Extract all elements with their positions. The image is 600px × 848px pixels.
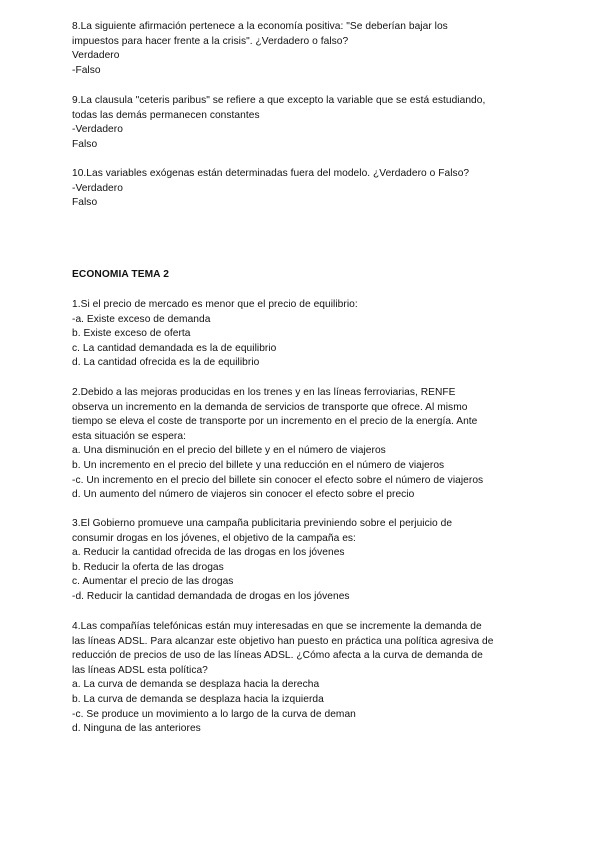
- question-text-line: 3.El Gobierno promueve una campaña publicitaria previniendo sobre el perjuicio de: [72, 518, 453, 529]
- answer-option: Falso: [72, 197, 98, 209]
- answer-option: -c. Se produce un movimiento a lo largo de la curva de deman: [72, 708, 356, 720]
- question-text-line: 4.Las compañías telefónicas están muy interesadas en que se incremente la demanda de: [72, 621, 482, 632]
- tema2-question-2: [72, 386, 532, 503]
- question-text-line: observa un incremento en la demanda de servicios de transporte que ofrece. Al mismo: [72, 401, 468, 413]
- question-text-line: 9.La clausula "ceteris paribus" se refiere a que excepto la variable que se está estudiando,: [72, 95, 486, 106]
- question-text-line: 10.Las variables exógenas están determinadas fuera del modelo. ¿Verdadero o Falso?: [72, 168, 470, 179]
- answer-option: b. La curva de demanda se desplaza hacia la izquierda: [72, 693, 324, 705]
- question-text-line: las líneas ADSL. Para alcanzar este objetivo han puesto en práctica una política agresiva de: [72, 635, 494, 647]
- answer-option: a. Una disminución en el precio del billete y en el número de viajeros: [72, 445, 386, 457]
- answer-option: d. La cantidad ofrecida es la de equilibrio: [72, 357, 260, 369]
- tema2-question-3: [72, 517, 532, 605]
- answer-option: -d. Reducir la cantidad demandada de drogas en los jóvenes: [72, 590, 350, 602]
- question-text-line: consumir drogas en los jóvenes, el objetivo de la campaña es:: [72, 532, 356, 544]
- answer-option: d. Ninguna de las anteriores: [72, 723, 201, 735]
- answer-option: c. Aumentar el precio de las drogas: [72, 576, 234, 588]
- question-text-line: tiempo se eleva el coste de transporte por un incremento en el precio de la energía. Ante: [72, 416, 478, 428]
- question-text-line: todas las demás permanecen constantes: [72, 109, 260, 121]
- answer-option: Falso: [72, 138, 98, 150]
- answer-option: b. Reducir la oferta de las drogas: [72, 561, 224, 573]
- answer-option: -Verdadero: [72, 182, 123, 194]
- question-text-line: reducción de precios de uso de las líneas ADSL. ¿Cómo afecta a la curva de demanda de: [72, 650, 483, 662]
- question-10: [72, 167, 532, 211]
- section-heading: ECONOMIA TEMA 2: [72, 269, 169, 280]
- answer-option: a. La curva de demanda se desplaza hacia la derecha: [72, 679, 320, 691]
- answer-option: d. Un aumento del número de viajeros sin conocer el efecto sobre el precio: [72, 489, 415, 501]
- tema2-question-1: [72, 298, 532, 371]
- answer-option: -c. Un incremento en el precio del billete sin conocer el efecto sobre el número de viajeros: [72, 474, 484, 486]
- answer-option: b. Existe exceso de oferta: [72, 328, 191, 340]
- question-text-line: las líneas ADSL esta política?: [72, 664, 208, 676]
- answer-option: -Falso: [72, 64, 101, 76]
- question-9: [72, 94, 532, 152]
- question-text-line: 8.La siguiente afirmación pertenece a la economía positiva: "Se deberían bajar los: [72, 21, 448, 32]
- question-text-line: 2.Debido a las mejoras producidas en los trenes y en las líneas ferroviarias, RENFE: [72, 387, 456, 398]
- answer-option: -a. Existe exceso de demanda: [72, 313, 211, 325]
- tema2-question-4: [72, 620, 532, 737]
- answer-option: -Verdadero: [72, 124, 123, 136]
- question-text-line: esta situación se espera:: [72, 430, 186, 442]
- answer-option: a. Reducir la cantidad ofrecida de las drogas en los jóvenes: [72, 547, 345, 559]
- answer-option: Verdadero: [72, 50, 120, 62]
- answer-option: c. La cantidad demandada es la de equilibrio: [72, 342, 277, 354]
- answer-option: b. Un incremento en el precio del billete y una reducción en el número de viajeros: [72, 459, 445, 471]
- question-text-line: 1.Si el precio de mercado es menor que el precio de equilibrio:: [72, 299, 358, 310]
- question-8: [72, 20, 532, 78]
- question-text-line: impuestos para hacer frente a la crisis". ¿Verdadero o falso?: [72, 35, 349, 47]
